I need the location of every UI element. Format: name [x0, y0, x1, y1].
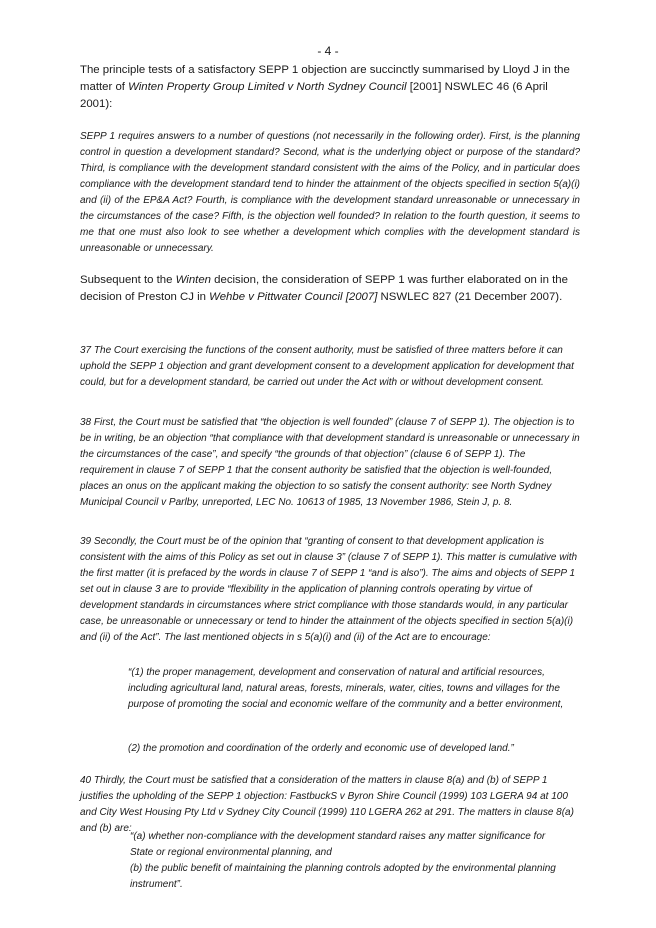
paragraph-40: 40 Thirdly, the Court must be satisfied that a consideration of the matters in clause 8(a) and (b) of SEPP 1 justifies the upholding of the SEPP 1 objection: FastbuckS v Byron Shire Council (1999) 103 LGERA 94 at 100 and City West Housing Pty Ltd v Sydney City Council (1999) 110 LGERA 262 at 291. The matters in clause 8(a) and (b) are:: [80, 775, 574, 834]
subsequent-text: Subsequent to the: [80, 274, 176, 286]
intro-text: The principle tests of a satisfactory SEPP 1 objection are succinctly summarised by Lloyd J in the matter of: [80, 64, 570, 93]
paragraph-39: 39 Secondly, the Court must be of the opinion that “granting of consent to that development application is consistent with the aims of this Policy as set out in clause 3” (clause 7 of SEPP 1). This matter is cumulative with the first matter (it is prefaced by the words in clause 7 of SEPP 1 “and is also”). The aims and objects of SEPP 1 set out in clause 3 are to provide “flexibility in the application of planning controls operating by virtue of development standards in circumstances where strict compliance with those standards would, in any particular case, be unreasonable or unnecessary or tend to hinder the attainment of the objects specified in section 5(a)(i) and (ii) of the Act”. The last mentioned objects in s 5(a)(i) and (ii) of the Act are to encourage:: [80, 536, 578, 643]
clause-8b: (b) the public benefit of maintaining the planning controls adopted by the environmental planning instrument”.: [130, 863, 556, 890]
winten-case-name: Winten Property Group Limited v North Sydney Council: [128, 81, 407, 93]
subsequent-text-2: decision, the consideration of SEPP 1 was further elaborated on in the decision of Preston CJ in: [80, 274, 568, 303]
objects-item-2: (2) the promotion and coordination of the orderly and economic use of developed land.”: [128, 743, 514, 754]
paragraph-38: 38 First, the Court must be satisfied that “the objection is well founded” (clause 7 of SEPP 1). The objection is to be in writing, be an objection “that compliance with that development standard is unreasonable or unnecessary in the circumstances of the case”, and specify “the grounds of that objection” (clause 6 of SEPP 1). The requirement in clause 7 of SEPP 1 that the consent authority be satisfied that the objection is well-founded, places an onus on the applicant making the objection to so satisfy the consent authority: see North Sydney Municipal Council v Parlby, unreported, LEC No. 10613 of 1985, 13 November 1986, Stein J, p. 8.: [80, 417, 580, 508]
page-number: - 4 -: [317, 44, 339, 58]
subsequent-paragraph: [80, 272, 580, 306]
winten-ref: Winten: [175, 274, 211, 286]
objects-item-1: “(1) the proper management, development and conservation of natural and artificial resources, including agricultural land, natural areas, forests, minerals, water, cities, towns and villages for the purpose of promoting the social and economic welfare of the community and a better environment,: [128, 667, 564, 710]
intro-citation: [2001] NSWLEC 46 (6 April 2001):: [80, 81, 548, 110]
paragraph-37: 37 The Court exercising the functions of the consent authority, must be satisfied of three matters before it can uphold the SEPP 1 objection and grant development consent to a development application for development that could, but for a development standard, be carried out under the Act with or without development consent.: [80, 345, 574, 388]
clause-8a: “(a) whether non-compliance with the development standard raises any matter significance for State or regional environmental planning, and: [130, 831, 546, 858]
wehbe-citation: NSWLEC 827 (21 December 2007).: [377, 291, 563, 303]
wehbe-case-name: Wehbe v Pittwater Council [2007]: [209, 291, 378, 303]
intro-paragraph: [80, 62, 580, 113]
winten-quote: SEPP 1 requires answers to a number of questions (not necessarily in the following order). First, is the planning control in question a development standard? Second, what is the underlying object or purpose of the standard? Third, is compliance with the development standard consistent with the aims of the Policy, and in particular does compliance with the development standard tend to hinder the attainment of the objects specified in section 5(a)(i) and (ii) of the EP&A Act? Fourth, is compliance with the development standard unreasonable or unnecessary in the circumstances of the case? Fifth, is the objection well founded? In relation to the fourth question, it seems to me that one must also look to see whether a development which complies with the development standard is unreasonable or unnecessary.: [80, 131, 580, 254]
